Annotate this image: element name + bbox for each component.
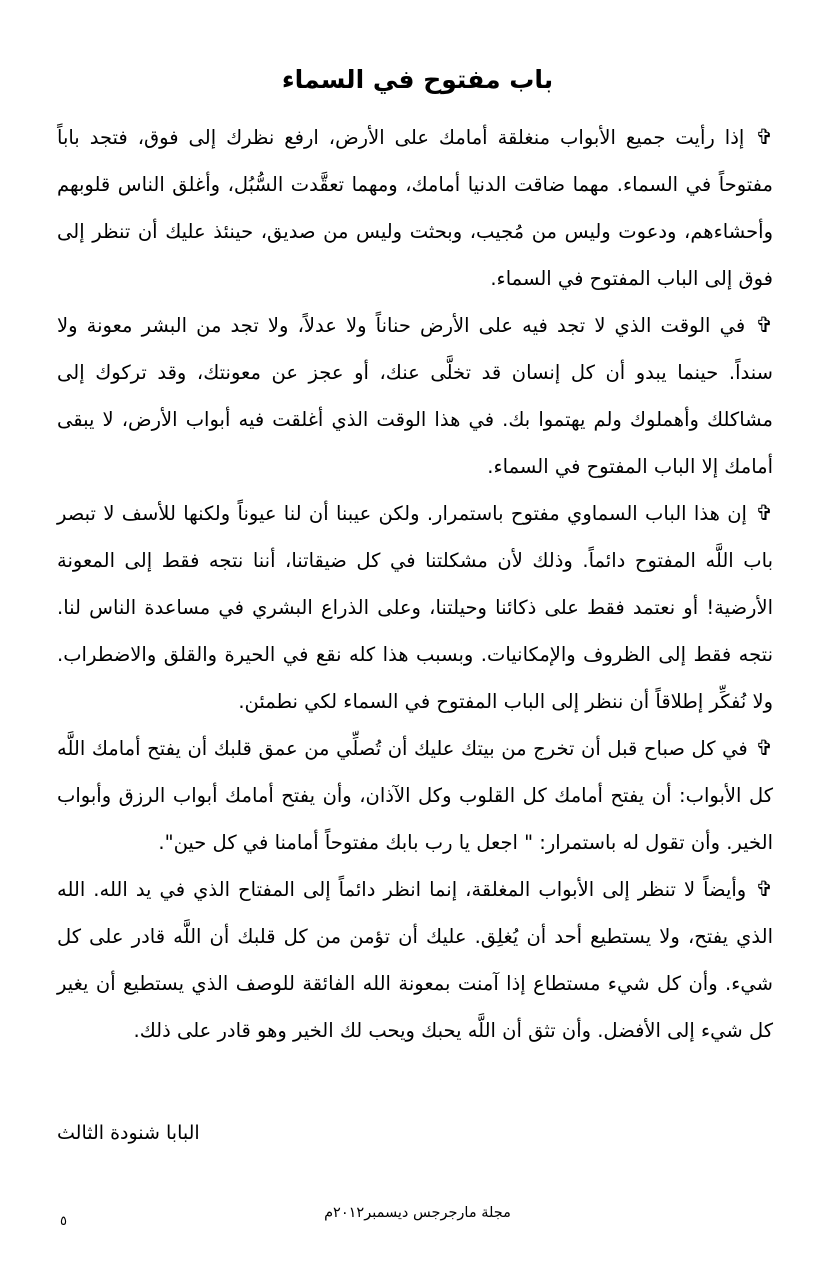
author-signature: البابا شنودة الثالث <box>57 1122 200 1144</box>
article-body <box>57 114 773 1054</box>
cross-icon: ✞ <box>746 501 773 525</box>
page-number: ٥ <box>60 1214 67 1229</box>
page-title: باب مفتوح في السماء <box>281 65 554 94</box>
paragraph-text: وأيضاً لا تنظر إلى الأبواب المغلقة، إنما انظر دائماً إلى المفتاح الذي في يد الله. الله الذي يفتح، ولا يستطيع أحد أن يُغلِق. عليك أن تؤمن من كل قلبك أن اللَّه قادر على كل شيء. وأن كل شيء مستطاع إذا آمنت بمعونة الله الفائقة للوصف الذي يستطيع أن يغير كل شيء إلى الأفضل. وأن تثق أن اللَّه يحبك ويحب لك الخير وهو قادر على ذلك. <box>57 878 773 1042</box>
paragraph <box>57 114 773 302</box>
paragraph <box>57 302 773 490</box>
cross-icon: ✞ <box>745 313 773 337</box>
paragraph <box>57 490 773 725</box>
cross-icon: ✞ <box>744 125 773 149</box>
journal-footer-text: مجلة مارجرجس ديسمبر٢٠١٢م <box>324 1205 511 1221</box>
paragraph <box>57 725 773 866</box>
cross-icon: ✞ <box>747 736 773 760</box>
paragraph-text: إن هذا الباب السماوي مفتوح باستمرار. ولكن عيبنا أن لنا عيوناً ولكنها للأسف لا تبصر باب اللَّه المفتوح دائماً. وذلك لأن مشكلتنا في كل ضيقاتنا، أننا نتجه فقط إلى المعونة الأرضية! أو نعتمد فقط على ذكائنا وحيلتنا، وعلى الذراع البشري في مساعدة الناس لنا. نتجه فقط إلى الظروف والإمكانيات. وبسبب هذا كله نقع في الحيرة والقلق والاضطراب. ولا نُفكِّر إطلاقاً أن ننظر إلى الباب المفتوح في السماء لكي نطمئن. <box>57 502 773 713</box>
cross-icon: ✞ <box>746 877 773 901</box>
paragraph-text: في كل صباح قبل أن تخرج من بيتك عليك أن تُصلِّي من عمق قلبك أن يفتح أمامك اللَّه كل الأبواب: أن يفتح أمامك كل القلوب وكل الآذان، وأن يفتح أمامك أبواب الرزق وأبواب الخير. وأن تقول له باستمرار: " اجعل يا رب بابك مفتوحاً أمامنا في كل حين". <box>57 737 773 854</box>
paragraph <box>57 866 773 1054</box>
paragraph-text: في الوقت الذي لا تجد فيه على الأرض حناناً ولا عدلاً، ولا تجد من البشر معونة ولا سنداً. حينما يبدو أن كل إنسان قد تخلَّى عنك، أو عجز عن معونتك، وقد تركوك إلى مشاكلك وأهملوك ولم يهتموا بك. في هذا الوقت الذي أغلقت فيه أبواب الأرض، لا يبقى أمامك إلا الباب المفتوح في السماء. <box>57 314 773 478</box>
paragraph-text: إذا رأيت جميع الأبواب منغلقة أمامك على الأرض، ارفع نظرك إلى فوق، فتجد باباً مفتوحاً في السماء. مهما ضاقت الدنيا أمامك، ومهما تعقَّدت السُّبُل، وأغلق الناس قلوبهم وأحشاءهم، ودعوت وليس من مُجيب، وبحثت وليس من صديق، حينئذ عليك أن تنظر إلى فوق إلى الباب المفتوح في السماء. <box>57 126 773 290</box>
